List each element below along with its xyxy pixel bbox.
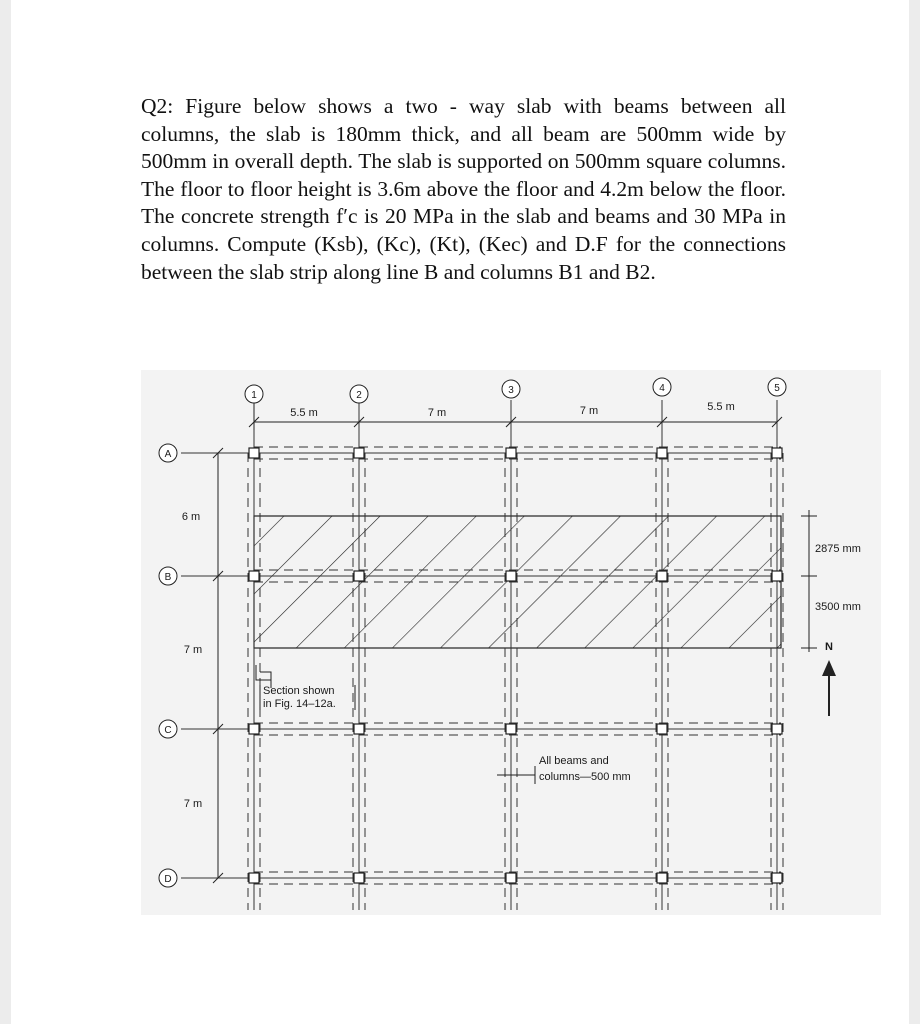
slab-plan-figure bbox=[141, 370, 881, 915]
row-label-C: C bbox=[164, 725, 172, 736]
section-note-line1: Section shown bbox=[263, 685, 335, 697]
strip-width-bottom: 3500 mm bbox=[815, 601, 861, 613]
column-label-3: 3 bbox=[508, 385, 514, 396]
question-text: Q2: Figure below shows a two - way slab with beams between all columns, the slab is 180mm thick, and all beam are 500mm wide by 500mm in overall depth. The slab is supported on 500mm square columns. The floor to floor height is 3.6m above the floor and 4.2m below the floor. The concrete strength f′c is 20 MPa in the slab and beams and 30 MPa in columns. Compute (Ksb), (Kc), (Kt), (Kec) and D.F for the connections between the slab strip along line B and columns B1 and B2. bbox=[141, 94, 786, 284]
span-label-C-D: 7 m bbox=[183, 798, 203, 810]
span-label-3-4: 7 m bbox=[579, 405, 599, 417]
north-arrow-icon bbox=[822, 660, 836, 676]
beams-note-line2: columns—500 mm bbox=[539, 771, 631, 783]
column-label-2: 2 bbox=[356, 390, 362, 401]
slab-plan-drawing bbox=[141, 370, 881, 915]
top-dimension-line bbox=[249, 417, 782, 427]
grid-lines bbox=[181, 400, 781, 910]
column-label-4: 4 bbox=[659, 383, 665, 394]
left-dimension-line bbox=[213, 448, 223, 883]
section-note-line2: in Fig. 14–12a. bbox=[263, 698, 336, 710]
row-label-A: A bbox=[164, 449, 172, 460]
strip-width-top: 2875 mm bbox=[815, 543, 861, 555]
beams-note-line1: All beams and bbox=[539, 755, 609, 767]
span-label-B-C: 7 m bbox=[183, 644, 203, 656]
north-label: N bbox=[825, 641, 833, 653]
columns bbox=[249, 448, 782, 883]
span-label-2-3: 7 m bbox=[427, 407, 447, 419]
strip-dimension-line bbox=[801, 510, 817, 652]
document-page bbox=[11, 0, 909, 1024]
span-label-4-5: 5.5 m bbox=[707, 401, 735, 413]
span-label-A-B: 6 m bbox=[181, 511, 201, 523]
column-label-1: 1 bbox=[251, 390, 257, 401]
row-bubbles bbox=[159, 444, 177, 887]
span-label-1-2: 5.5 m bbox=[290, 407, 318, 419]
column-label-5: 5 bbox=[774, 383, 780, 394]
row-label-D: D bbox=[164, 874, 172, 885]
row-label-B: B bbox=[164, 572, 172, 583]
